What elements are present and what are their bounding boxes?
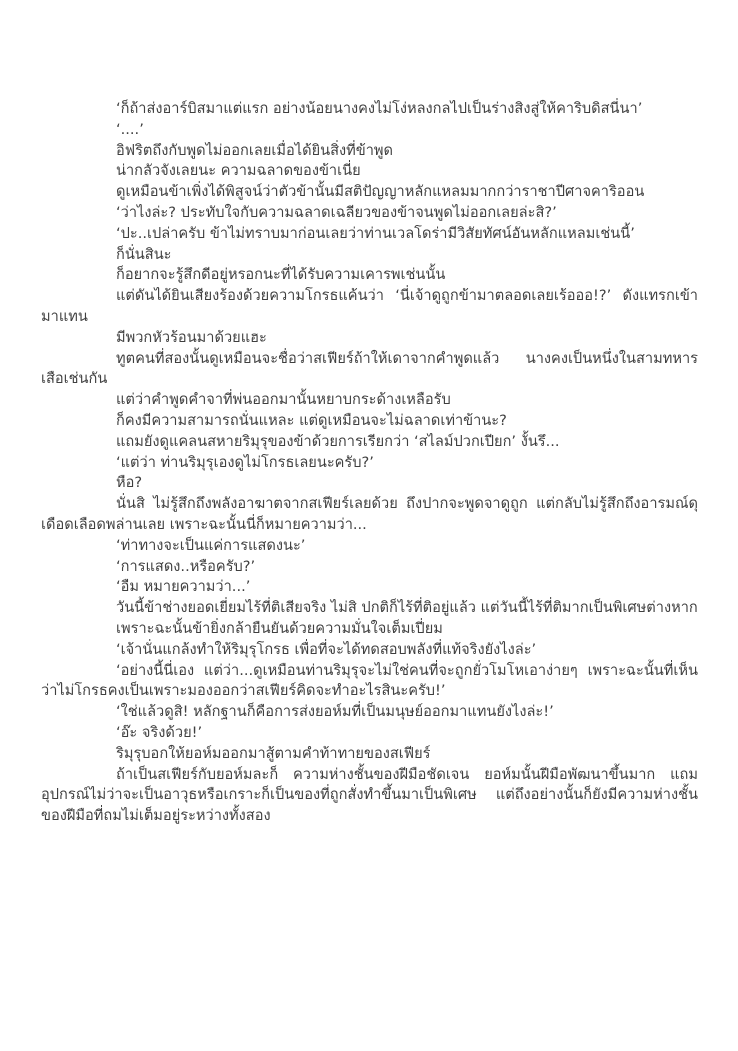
paragraph: ทูตคนที่สองนั้นดูเหมือนจะชื่อว่าสเฟียร์ถ้าให้เดาจากคำพูดแล้ว นางคงเป็นหนึ่งในสามทหารเสือเช่นกัน [41,349,698,388]
paragraph: ‘อย่างนี้นี่เอง แต่ว่า...ดูเหมือนท่านริมุรุจะไม่ใช่คนที่จะถูกยั่วโมโหเอาง่ายๆ เพราะฉะนั้นที่เห็นว่าไม่โกรธคงเป็นเพราะมองออกว่าสเฟียร์คิดจะทำอะไรสินะครับ!’ [41,661,698,700]
paragraph: ก็อยากจะรู้สึกดีอยู่หรอกนะที่ได้รับความเคารพเช่นนั้น [116,266,446,284]
paragraph: เพราะฉะนั้นข้ายิ่งกล้ายืนยันด้วยความมั่นใจเต็มเปี่ยม [116,619,443,637]
novel-text-block [41,99,698,827]
paragraph: ก็คงมีความสามารถนั่นแหละ แต่ดูเหมือนจะไม่ฉลาดเท่าข้านะ? [116,411,507,429]
paragraph: วันนี้ข้าช่างยอดเยี่ยมไร้ที่ติเสียจริง ไม่สิ ปกติก็ไร้ที่ติอยู่แล้ว แต่วันนี้ไร้ที่ติมากเป็นพิเศษต่างหาก [116,599,698,617]
paragraph: ริมุรุบอกให้ยอห์มออกมาสู้ตามคำท้าทายของสเฟียร์ [116,744,431,762]
paragraph: ดูเหมือนข้าเพิ่งได้พิสูจน์ว่าตัวข้านั้นมีสติปัญญาหลักแหลมมากกว่าราชาปีศาจคาริออน [116,183,645,201]
paragraph: แต่ดันได้ยินเสียงร้องด้วยความโกรธแค้นว่า ‘นี่เจ้าดูถูกข้ามาตลอดเลยเร้อออ!?’ ดังแทรกเข้ามาแทน [41,287,698,325]
paragraph: แต่ว่าคำพูดคำจาที่พ่นออกมานั้นหยาบกระด้างเหลือรับ [116,391,451,409]
paragraph: นั่นสิ ไม่รู้สึกถึงพลังอาฆาตจากสเฟียร์เลยด้วย ถึงปากจะพูดจาดูถูก แต่กลับไม่รู้สึกถึงอารมณ์ดุเดือดเลือดพล่านเลย เพราะฉะนั้นนี่ก็หมายความว่า... [41,495,698,533]
paragraph: น่ากลัวจังเลยนะ ความฉลาดของข้าเนี่ย [116,162,361,180]
paragraph: ‘การแสดง..หรือครับ?’ [116,557,256,575]
paragraph: ‘แต่ว่า ท่านริมุรุเองดูไม่โกรธเลยนะครับ?’ [116,453,374,471]
paragraph: ‘อ๊ะ จริงด้วย!’ [116,723,203,741]
paragraph: แถมยังดูแคลนสหายริมุรุของข้าด้วยการเรียกว่า ‘สไลม์ปวกเปียก’ งั้นรึ... [116,432,560,450]
paragraph: อิฟริตถึงกับพูดไม่ออกเลยเมื่อได้ยินสิ่งที่ข้าพูด [116,141,394,159]
paragraph: ก็นั่นสินะ [116,245,172,263]
paragraph: ‘ใช่แล้วดูสิ! หลักฐานก็คือการส่งยอห์มที่เป็นมนุษย์ออกมาแทนยังไงล่ะ!’ [116,703,554,721]
paragraph: ถ้าเป็นสเฟียร์กับยอห์มละก็ ความห่างชั้นของฝีมือชัดเจน ยอห์มนั้นฝีมือพัฒนาขึ้นมาก แถมอุปกรณ์ไม่ว่าจะเป็นอาวุธหรือเกราะก็เป็นของที่ถูกสั่งทำขึ้นมาเป็นพิเศษ แต่ถึงอย่างนั้นก็ยังมีความห่างชั้นของฝีมือที่ถมไม่เต็มอยู่ระหว่างทั้งสอง [41,765,698,825]
paragraph: หือ? [116,474,143,492]
paragraph: ‘ท่าทางจะเป็นแค่การแสดงนะ’ [116,536,306,554]
paragraph: ‘เจ้านั่นแกล้งทำให้ริมุรุโกรธ เพื่อที่จะได้ทดสอบพลังที่แท้จริงยังไงล่ะ’ [116,640,537,658]
paragraph: ‘....’ [116,120,144,138]
paragraph: ‘ปะ..เปล่าครับ ข้าไม่ทราบมาก่อนเลยว่าท่านเวลโดร่ามีวิสัยทัศน์อันหลักแหลมเช่นนี้’ [116,224,635,242]
paragraph: ‘ก็ถ้าส่งอาร์บิสมาแต่แรก อย่างน้อยนางคงไม่โง่หลงกลไปเป็นร่างสิงสู่ให้คาริบดิสนี่นา’ [116,100,643,117]
paragraph: ‘อืม หมายความว่า...’ [116,578,251,596]
paragraph: มีพวกหัวร้อนมาด้วยแฮะ [116,328,267,346]
paragraph: ‘ว่าไงล่ะ? ประทับใจกับความฉลาดเฉลียวของข้าจนพูดไม่ออกเลยล่ะสิ?’ [116,203,557,221]
